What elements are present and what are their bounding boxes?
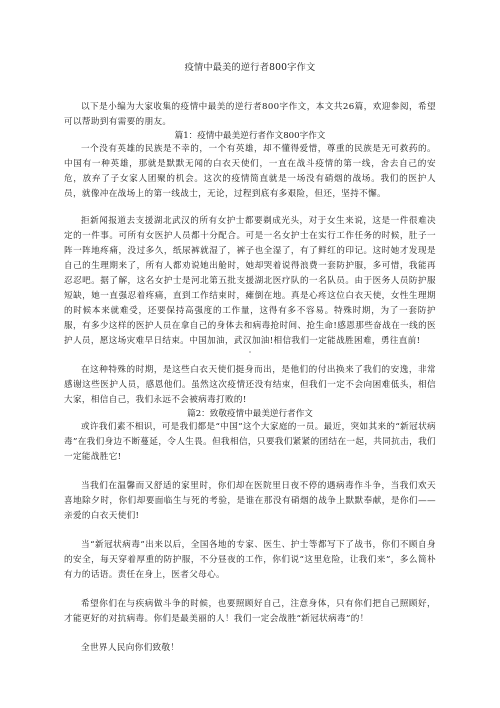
section-1-heading: 篇1：疫情中最美逆行者作文800字作文	[174, 131, 326, 141]
document-title: 疫情中最美的逆行者800字作文	[184, 62, 316, 73]
section-1-paragraph-2: 拒新闻报道去支援湖北武汉的所有女护士都要剃成光头，对于女生来说，这是一件很难决定的一件事。可所有女医护人员都十分配合。可是一名女护士在实行工作任务的时候，肚子一阵一阵地疼痛，没过多久，纸尿裤就湿了，裤子也全湿了，有了鲜红的印记。这时她才发现是自己的生理期来了，所有人都劝说她出舱时，她却哭着说得浪费一套防护服，多可惜，我能再忍忍吧。据了解，这名女护士是河北第五批支援湖北医疗队的一名队员。由于医务人员防护服短缺，她一直强忍着疼痛，直到工作结束时，瘫倒在地。真是心疼这位白衣天使，女性生理期的时候本来就难受，还要保持高强度的工作量，这得有多不容易。特殊时期，为了一套防护服，有多少这样的医护人员在拿自己的身体去和病毒抢时间、抢生命!感恩那些奋战在一线的医护人员，愿这场灾难早日结束。中国加油，武汉加油!相信我们一定能战胜困难，勇往直前!	[64, 216, 436, 346]
page-marker-dot	[249, 351, 251, 353]
section-1-paragraph-1: 一个没有英雄的民族是不幸的，一个有英雄，却不懂得爱惜，尊重的民族是无可救药的。中国有一种英雄，那就是默默无闻的白衣天使们，一直在战斗疫情的第一线，舍去自己的安危，放弃了子女家人团聚的机会。这次的疫情简直就是一场没有硝烟的战场。我们的医护人员，就像冲在战场上的第一线战士，无论，过程到底有多艰险，但还，坚持不懈。	[64, 144, 436, 199]
section-2-paragraph-2: 当我们在温馨而又舒适的家里时，你们却在医院里日夜不停的遇病毒作斗争，当我们欢天喜地除夕时，你们却要面临生与死的考验，是谁在那没有硝烟的战争上默默奉献，是你们——亲爱的白衣天使们!	[64, 481, 436, 521]
section-2-paragraph-4: 希望你们在与疾病做斗争的时候，也要照顾好自己，注意身体，只有你们把自己照顾好，才能更好的对抗病毒。你们是最美丽的人！我们一定会战胜“新冠状病毒”的！	[64, 599, 436, 624]
section-2-heading: 篇2：致敬疫情中最美逆行者作文	[187, 409, 313, 419]
section-1-paragraph-3: 在这种特殊的时期，是这些白衣天使们挺身而出，是他们的付出换来了我们的安逸，非常感谢这些医护人员，感恩他们。虽然这次疫情还没有结束，但我们一定不会向困难低头，相信大家，相信自己，我们永远不会被病毒打败的!	[64, 365, 436, 405]
section-2-paragraph-1: 或许我们素不相识，可是我们都是“中国”这个大家庭的一员。最近，突如其来的“新冠状病毒”在我们身边不断蔓延，令人生畏。但我相信，只要我们紧紧的团结在一起，共同抗击，我们一定能战胜它!	[64, 422, 436, 462]
intro-paragraph: 以下是小编为大家收集的疫情中最美的逆行者800字作文，本文共26篇，欢迎参阅，希望可以帮助到有需要的朋友。	[64, 102, 436, 127]
section-2-paragraph-5: 全世界人民向你们致敬！	[81, 643, 180, 653]
section-2-paragraph-3: 当“新冠状病毒”出来以后，全国各地的专家、医生、护士等都写下了战书，你们不顾自身的安全，每天穿着厚重的防护服，不分昼夜的工作，你们说“这里危险，让我们来”，多么简朴有力的话语。责任在身上，医者父母心。	[64, 540, 436, 580]
